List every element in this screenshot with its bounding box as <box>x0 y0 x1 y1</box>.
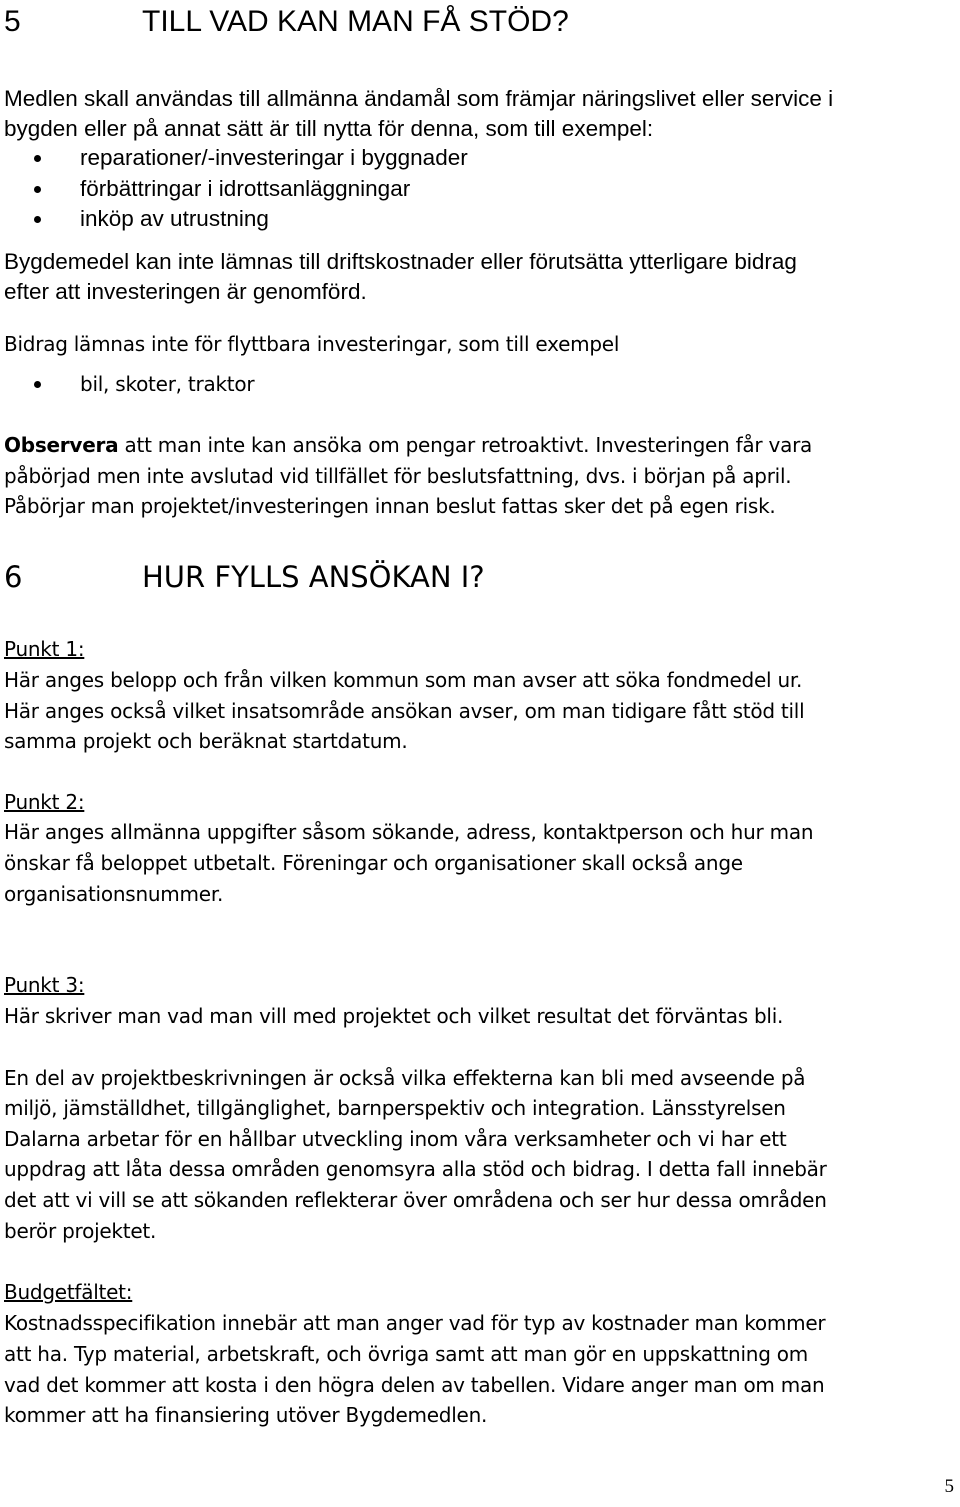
bullet-item: inköp av utrustning <box>80 206 269 231</box>
paragraph-line: Här skriver man vad man vill med projektet och vilket resultat det förväntas bli. <box>4 1004 784 1028</box>
paragraph-line: Här anges allmänna uppgifter såsom sökande, adress, kontaktperson och hur man <box>4 820 814 844</box>
paragraph-line: samma projekt och beräknat startdatum. <box>4 729 408 753</box>
paragraph-line: En del av projektbeskrivningen är också vilka effekterna kan bli med avseende på <box>4 1066 806 1090</box>
punkt-1-label: Punkt 1: <box>4 637 85 661</box>
bullet-dot <box>34 155 41 162</box>
observe-bold: Observera <box>4 433 119 457</box>
bullet-item: förbättringar i idrottsanläggningar <box>80 176 411 201</box>
intro-line-1: Medlen skall användas till allmänna ändamål som främjar näringslivet eller service i <box>4 86 834 111</box>
punkt-3-label: Punkt 3: <box>4 973 85 997</box>
bullet-dot <box>34 186 41 193</box>
paragraph-line: efter att investeringen är genomförd. <box>4 279 367 304</box>
paragraph-line: Här anges också vilket insatsområde ansökan avser, om man tidigare fått stöd till <box>4 699 805 723</box>
paragraph-line: vad det kommer att kosta i den högra delen av tabellen. Vidare anger man om man <box>4 1373 825 1397</box>
punkt-2-label: Punkt 2: <box>4 790 85 814</box>
bullet-dot <box>34 381 41 388</box>
observe-line-1 <box>4 430 812 461</box>
paragraph-line: miljö, jämställdhet, tillgänglighet, barnperspektiv och integration. Länsstyrelsen <box>4 1096 786 1120</box>
paragraph-line: Här anges belopp och från vilken kommun som man avser att söka fondmedel ur. <box>4 668 803 692</box>
paragraph-line: Kostnadsspecifikation innebär att man anger vad för typ av kostnader man kommer <box>4 1311 826 1335</box>
paragraph-line: Bygdemedel kan inte lämnas till driftskostnader eller förutsätta ytterligare bidrag <box>4 249 797 274</box>
paragraph-line: organisationsnummer. <box>4 882 224 906</box>
bullet-item: reparationer/-investeringar i byggnader <box>80 145 468 170</box>
section-6-number: 6 <box>4 560 23 594</box>
observe-line-2: påbörjad men inte avslutad vid tillfället för beslutsfattning, dvs. i början på april. <box>4 464 792 488</box>
budget-label: Budgetfältet: <box>4 1280 133 1304</box>
paragraph-line: önskar få beloppet utbetalt. Föreningar och organisationer skall också ange <box>4 851 743 875</box>
section-6-title: HUR FYLLS ANSÖKAN I? <box>142 560 485 594</box>
paragraph-line: Dalarna arbetar för en hållbar utveckling inom våra verksamheter och vi har ett <box>4 1127 787 1151</box>
section-5-title: TILL VAD KAN MAN FÅ STÖD? <box>142 5 569 38</box>
section-5-number: 5 <box>4 5 21 38</box>
paragraph-line: uppdrag att låta dessa områden genomsyra alla stöd och bidrag. I detta fall innebär <box>4 1157 827 1181</box>
bullet-dot <box>34 216 41 223</box>
paragraph-line: det att vi vill se att sökanden reflekterar över områdena och ser hur dessa områden <box>4 1188 827 1212</box>
paragraph-line: Bidrag lämnas inte för flyttbara investeringar, som till exempel <box>4 332 620 356</box>
paragraph-line: att ha. Typ material, arbetskraft, och övriga samt att man gör en uppskattning om <box>4 1342 808 1366</box>
observe-line-3: Påbörjar man projektet/investeringen innan beslut fattas sker det på egen risk. <box>4 494 776 518</box>
paragraph-line: berör projektet. <box>4 1219 157 1243</box>
bullet-item: bil, skoter, traktor <box>80 372 255 396</box>
page-number: 5 <box>944 1476 954 1497</box>
intro-line-2: bygden eller på annat sätt är till nytta för denna, som till exempel: <box>4 116 654 141</box>
paragraph-line: kommer att ha finansiering utöver Bygdemedlen. <box>4 1403 488 1427</box>
observe-rest: att man inte kan ansöka om pengar retroaktivt. Investeringen får vara <box>118 433 813 457</box>
